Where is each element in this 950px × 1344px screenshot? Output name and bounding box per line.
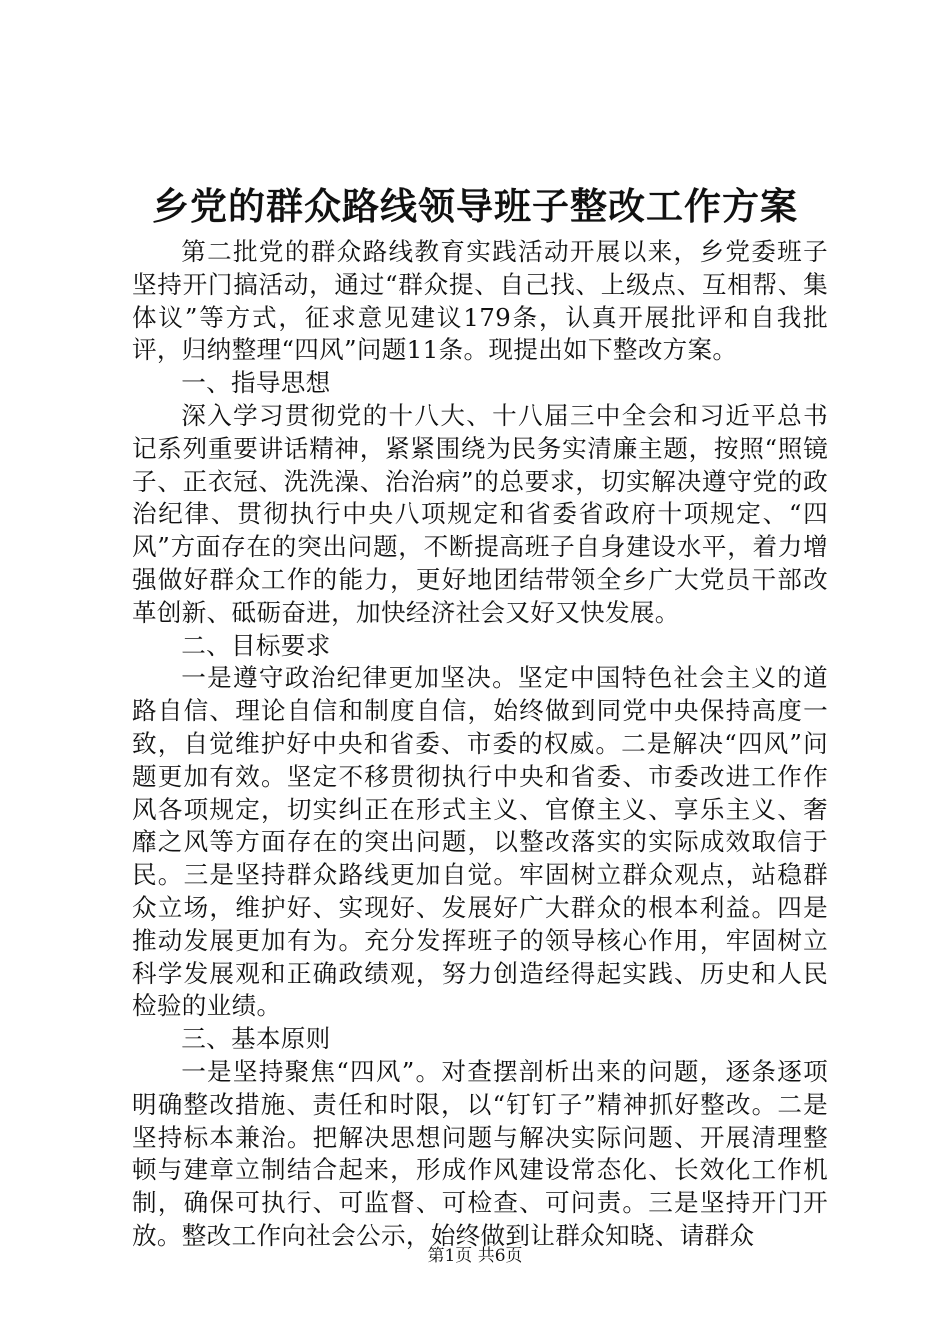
page-number-footer: 第1页 共6页 (427, 1246, 523, 1266)
intro-paragraph: 第二批党的群众路线教育实践活动开展以来，乡党委班子坚持开门搞活动，通过“群众提、自己找、上级点、互相帮、集体议”等方式，征求意见建议179条，认真开展批评和自我批评，归纳整理“四风”问题11条。现提出如下整改方案。 (132, 237, 828, 365)
goals-paragraph: 一是遵守政治纪律更加坚决。坚定中国特色社会主义的道路自信、理论自信和制度自信，始终做到同党中央保持高度一致，自觉维护好中央和省委、市委的权威。二是解决“四风”问题更加有效。坚定不移贯彻执行中央和省委、市委改进工作作风各项规定，切实纠正在形式主义、官僚主义、享乐主义、奢靡之风等方面存在的突出问题，以整改落实的实际成效取信于民。三是坚持群众路线更加自觉。牢固树立群众观点，站稳群众立场，维护好、实现好、发展好广大群众的根本利益。四是推动发展更加有为。充分发挥班子的领导核心作用，牢固树立科学发展观和正确政绩观，努力创造经得起实践、历史和人民检验的业绩。 (132, 663, 828, 1021)
section-heading-goals: 二、目标要求 (181, 630, 331, 660)
section-heading-principles: 三、基本原则 (181, 1024, 331, 1054)
guiding-thought-paragraph: 深入学习贯彻党的十八大、十八届三中全会和习近平总书记系列重要讲话精神，紧紧围绕为民务实清廉主题，按照“照镜子、正衣冠、洗洗澡、治治病”的总要求，切实解决遵守党的政治纪律、贯彻执行中央八项规定和省委省政府十项规定、“四风”方面存在的突出问题，不断提高班子自身建设水平，着力增强做好群众工作的能力，更好地团结带领全乡广大党员干部改革创新、砥砺奋进，加快经济社会又好又快发展。 (132, 400, 828, 627)
principles-paragraph: 一是坚持聚焦“四风”。对查摆剖析出来的问题，逐条逐项明确整改措施、责任和时限，以“钉钉子”精神抓好整改。二是坚持标本兼治。把解决思想问题与解决实际问题、开展清理整顿与建章立制结合起来，形成作风建设常态化、长效化工作机制，确保可执行、可监督、可检查、可问责。三是坚持开门开放。整改工作向社会公示，始终做到让群众知晓、请群众 (132, 1056, 828, 1250)
document-title: 乡党的群众路线领导班子整改工作方案 (152, 184, 798, 228)
document-body (132, 236, 828, 1253)
section-heading-guiding-thought: 一、指导思想 (181, 368, 331, 398)
